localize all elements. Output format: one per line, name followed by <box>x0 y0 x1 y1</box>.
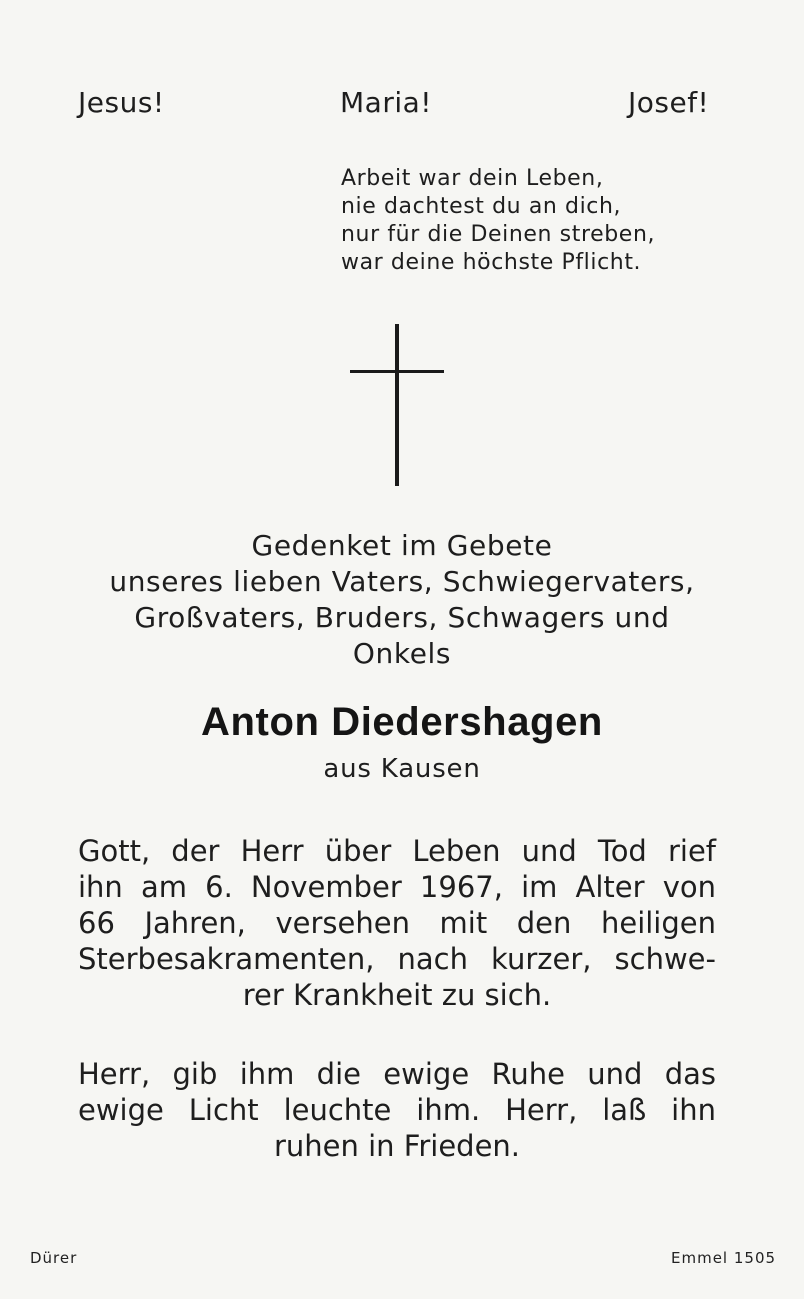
remembrance-line: Gedenket im Gebete <box>251 529 553 562</box>
prayer-line: ruhen in Frieden. <box>273 1129 521 1163</box>
header-maria: Maria! <box>340 86 432 119</box>
death-notice-line: Gott, der Herr über Leben und Tod rief <box>78 834 716 868</box>
death-notice-line: 66 Jahren, versehen mit den heiligen <box>78 906 716 940</box>
remembrance-line: Großvaters, Bruders, Schwagers und <box>134 601 670 634</box>
deceased-origin: aus Kausen <box>323 754 481 784</box>
prayer-text <box>78 1056 716 1164</box>
header-josef: Josef! <box>628 86 710 119</box>
footer-publisher: Dürer <box>30 1249 78 1267</box>
footer-catalog-number: Emmel 1505 <box>671 1249 777 1267</box>
memorial-verse <box>341 165 731 277</box>
header-jesus: Jesus! <box>78 86 165 119</box>
deceased-name: Anton Diedershagen <box>201 700 603 744</box>
verse-line: nur für die Deinen streben, <box>341 222 656 247</box>
prayer-line: ewige Licht leuchte ihm. Herr, laß ihn <box>78 1093 716 1127</box>
latin-cross-icon <box>350 324 446 486</box>
remembrance-line: Onkels <box>352 637 452 670</box>
death-notice-line: Sterbesakramenten, nach kurzer, schwe- <box>78 942 716 976</box>
death-notice <box>78 833 716 1013</box>
verse-line: Arbeit war dein Leben, <box>341 166 604 191</box>
remembrance-line: unseres lieben Vaters, Schwiegervaters, <box>109 565 695 598</box>
verse-line: war deine höchste Pflicht. <box>341 250 642 275</box>
remembrance-text <box>60 528 744 672</box>
prayer-line: Herr, gib ihm die ewige Ruhe und das <box>78 1057 716 1091</box>
verse-line: nie dachtest du an dich, <box>341 194 622 219</box>
death-notice-line: rer Krankheit zu sich. <box>242 978 552 1012</box>
death-notice-line: ihn am 6. November 1967, im Alter von <box>78 870 716 904</box>
